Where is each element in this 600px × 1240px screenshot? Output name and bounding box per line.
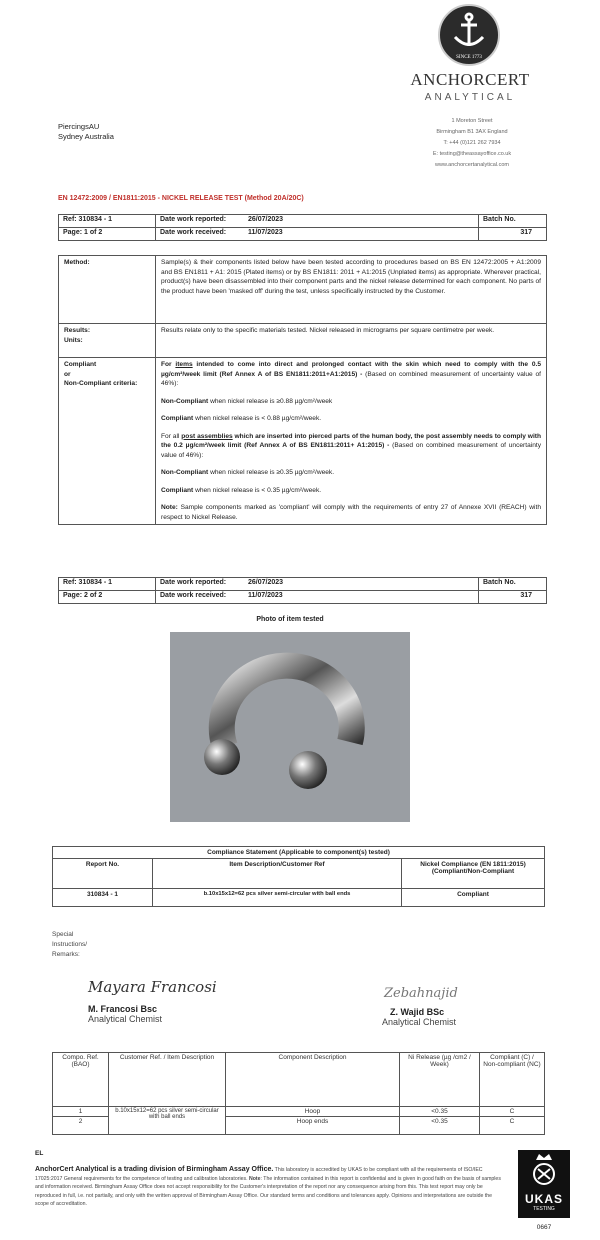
anchor-logo [438, 4, 500, 66]
brand-subtitle: ANALYTICAL [424, 92, 516, 103]
date-reported: 26/07/2023 [248, 579, 284, 586]
footer-disclaimer: AnchorCert Analytical is a trading division of Birmingham Assay Office. This laboratory is accredited by UKAS to be compliant with all the requirements of ISO/IEC 17025:2017 General requirements for the competence of testing and calibration laboratories. Note: The information contained in this report is confidential and is given in good faith on the basis of samples and information received. Birmingham Assay Office does not accept responsibility for the Customer's interpretation of the report nor any consequence arising from this. This test report may only be reproduced in full, i.e. not partially, and only with the written approval of Birmingham Assay Office. Our standard terms and conditions and tolerances apply. Opinions and interpretations are outside the scope of accreditation. [35, 1166, 501, 1207]
ukas-logo: UKAS TESTING [518, 1150, 570, 1218]
compliance-table [52, 846, 545, 907]
page-number: Page: 2 of 2 [59, 591, 156, 604]
batch-label: Batch No. [479, 578, 547, 591]
units-label: Units: [64, 336, 83, 344]
phone: T: +44 (0)121 262 7934 [443, 140, 501, 146]
signature: Mayara Francosi [88, 978, 217, 996]
report-no: 310834 - 1 [53, 889, 153, 907]
signature: Zebahnajid [384, 986, 458, 1001]
lab-address [412, 116, 532, 171]
criteria-label: or [64, 370, 71, 378]
results-text: Results relate only to the specific materials tested. Nickel released in micrograms per square centimetre per week. [156, 324, 547, 358]
criteria-text: For items intended to come into direct and prolonged contact with the skin which need to comply with the 0.5 µg/cm²/week limit (Ref Annex A of BS EN1811:2011+A1:2015) - (Based on combined measurement of uncertainty value of 46%): Non-Compliant when nickel release is ≥0.88 µg/cm²/week Compliant when nickel release is < 0.88 µg/cm²/week. For all post assemblies which are inserted into pierced parts of the human body, the post assembly needs to comply with the 0.2 µg/cm²/week limit (Ref Annex A of BS EN1811:2011+ A1:2015) - (Based on combined measurement of uncertainty value of 46%): Non-Compliant when nickel release is ≥0.35 µg/cm²/week. Compliant when nickel release is < 0.35 µg/cm²/week. Note: Sample components marked as 'compliant' will comply with the requirements of entry 27 of Annexe XVII (REACH) with respect to Nickel Release. [156, 358, 547, 525]
compliance-title: Compliance Statement (Applicable to component(s) tested) [53, 847, 545, 859]
label: Date work reported: [160, 579, 227, 586]
column-header: Component Description [226, 1053, 400, 1107]
criteria-label: Non-Compliant criteria: [64, 380, 138, 387]
signatory-1 [88, 978, 217, 1024]
column-header: Ni Release (µg /cm2 / Week) [400, 1053, 480, 1107]
address-line: Birmingham B1 3AX England [436, 129, 508, 135]
crown-icon [518, 1150, 570, 1190]
label: Date work received: [160, 592, 227, 599]
batch-number: 317 [479, 228, 547, 241]
table-row: 2 Hoop ends <0.35 C [53, 1117, 545, 1135]
date-received: 11/07/2023 [248, 229, 283, 236]
column-header: Item Description/Customer Ref [153, 859, 402, 889]
results-label: Results: [64, 327, 91, 334]
email-link[interactable]: E: testing@theassayoffice.co.uk [432, 151, 512, 157]
column-header: Customer Ref. / Item Description [109, 1053, 226, 1107]
ref: Ref: 310834 - 1 [59, 215, 156, 228]
brand-name: ANCHORCERT [410, 70, 530, 89]
signatory-2 [382, 986, 458, 1027]
criteria-label: Compliant [64, 361, 97, 368]
ref: Ref: 310834 - 1 [59, 578, 156, 591]
table-row: 1 b.10x15x12=62 pcs silver semi-circular with ball ends Hoop <0.35 C [53, 1107, 545, 1117]
photo-title: Photo of item tested [256, 616, 324, 623]
compliance-result: Compliant [402, 889, 545, 907]
method-text: Sample(s) & their components listed below have been tested according to procedures based on BS EN 12472:2005 + A1:2009 and BS EN1811 + A1: 2015 (Plated items) or by BS EN1811: 2011 + A1:2015 (Unplated items) as appropriate. Wherever practical, product(s) have been disassembled into their component parts and the nickel release determined for each component. No parts of the product have been 'masked off' during the test, unless specifically instructed by the Customer. [156, 256, 547, 324]
ref-table-1 [58, 214, 547, 241]
website-link[interactable]: www.anchorcertanalytical.com [435, 162, 509, 168]
date-reported: 26/07/2023 [248, 216, 284, 223]
item-photo [170, 632, 410, 822]
svg-text:SINCE 1773: SINCE 1773 [456, 55, 482, 60]
signatory-title: Analytical Chemist [382, 1017, 457, 1027]
column-header: Compo. Ref. (BAO) [53, 1053, 109, 1107]
page-number: Page: 1 of 2 [59, 228, 156, 241]
client-location: Sydney Australia [58, 132, 114, 141]
method-label: Method: [59, 256, 156, 324]
components-table [52, 1052, 545, 1135]
batch-label: Batch No. [479, 215, 547, 228]
signatory-name: M. Francosi Bsc [88, 1004, 158, 1014]
column-header: Compliant (C) / Non-compliant (NC) [480, 1053, 545, 1107]
item-description: b.10x15x12=62 pcs silver semi-circular with ball ends [109, 1107, 226, 1135]
label: Date work reported: [160, 216, 227, 223]
signatory-title: Analytical Chemist [88, 1014, 163, 1024]
signatory-name: Z. Wajid BSc [390, 1007, 445, 1017]
label: Date work received: [160, 229, 227, 236]
client-name: PiercingsAU [58, 122, 100, 131]
batch-number: 317 [479, 591, 547, 604]
ukas-number: 0667 [536, 1224, 552, 1231]
anchor-icon [440, 6, 498, 64]
column-header: Nickel Compliance (EN 1811:2015) (Compliant/Non-Compliant [402, 859, 545, 889]
initials: EL [35, 1150, 44, 1157]
client-info [58, 122, 114, 142]
address-line: 1 Moreton Street [451, 118, 493, 124]
item-description: b.10x15x12=62 pcs silver semi-circular with ball ends [153, 889, 402, 907]
method-table [58, 255, 547, 525]
ref-table-2 [58, 577, 547, 604]
date-received: 11/07/2023 [248, 592, 283, 599]
remarks-label: Special Instructions/ Remarks: [52, 931, 88, 958]
column-header: Report No. [53, 859, 153, 889]
report-title: EN 12472:2009 / EN1811:2015 - NICKEL RELEASE TEST (Method 20A/20C) [58, 195, 304, 202]
